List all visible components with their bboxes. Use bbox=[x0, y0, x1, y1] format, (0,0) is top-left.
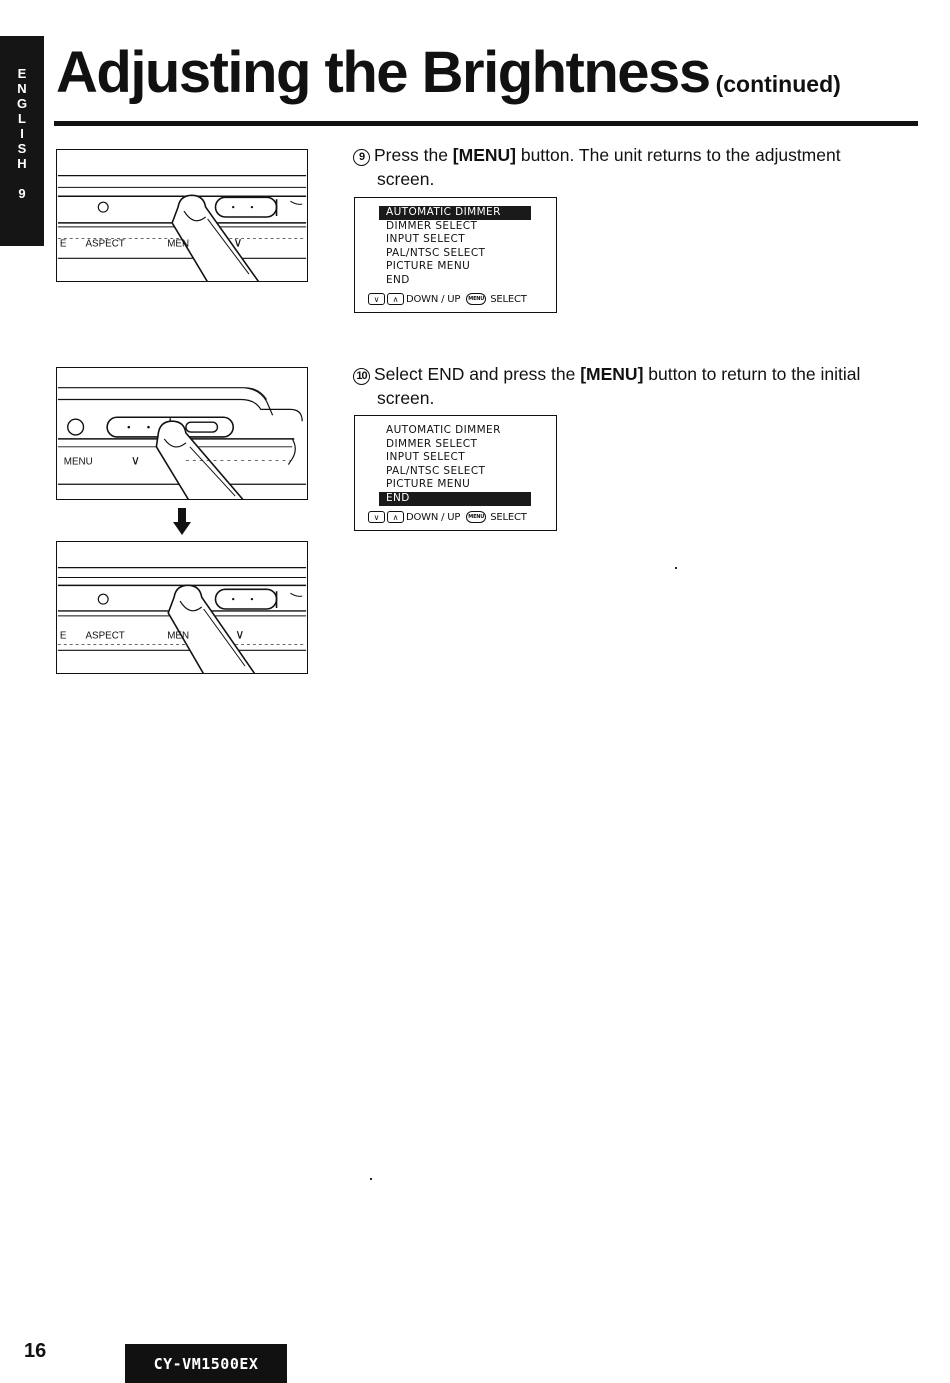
language-letter: N bbox=[17, 81, 27, 96]
menu-key-icon: MENU bbox=[466, 511, 486, 523]
down-up-label: DOWN / UP bbox=[406, 293, 461, 305]
osd-item-input-select: INPUT SELECT bbox=[386, 451, 466, 464]
language-tab-letters bbox=[17, 66, 27, 171]
label-left: E bbox=[59, 630, 67, 642]
osd-item-picture-menu: PICTURE MENU bbox=[386, 260, 471, 273]
step-text-before: Select END and press the bbox=[374, 364, 581, 384]
down-key-icon: ∨ bbox=[368, 511, 385, 523]
osd-item-dimmer-select: DIMMER SELECT bbox=[386, 219, 478, 232]
title-rule bbox=[54, 121, 918, 126]
page-title-text: Adjusting the Brightness bbox=[56, 40, 710, 105]
osd-item-end: END bbox=[386, 273, 410, 286]
language-letter: G bbox=[16, 96, 28, 111]
model-number-badge: CY-VM1500EX bbox=[125, 1344, 287, 1383]
step-number-badge: 10 bbox=[353, 368, 370, 385]
figure-press-menu-2 bbox=[56, 367, 308, 500]
osd-item-end: END bbox=[379, 492, 531, 506]
step-text-before: Press the bbox=[374, 145, 453, 165]
step-text-after: button to return to the initial bbox=[643, 364, 861, 384]
print-speck bbox=[675, 567, 677, 569]
section-number: 9 bbox=[18, 186, 26, 201]
label-chevron: ∨ bbox=[130, 453, 141, 469]
step-number-badge: 9 bbox=[353, 149, 370, 166]
up-key-icon: ∧ bbox=[387, 293, 404, 305]
label-chevron: ∨ bbox=[235, 627, 245, 643]
menu-button-label: [MENU] bbox=[452, 145, 516, 165]
select-label: SELECT bbox=[490, 511, 527, 523]
step-text-after: button. The unit returns to the adjustment bbox=[515, 145, 841, 165]
step-9-text bbox=[353, 143, 921, 191]
down-up-label: DOWN / UP bbox=[406, 511, 461, 523]
osd-item-pal-ntsc-select: PAL/NTSC SELECT bbox=[386, 464, 486, 477]
osd-item-input-select: INPUT SELECT bbox=[386, 233, 466, 246]
figure-press-menu-3 bbox=[56, 541, 308, 674]
label-menu: MEN bbox=[167, 630, 190, 642]
language-letter: I bbox=[20, 126, 24, 141]
osd-item-automatic-dimmer: AUTOMATIC DIMMER bbox=[386, 424, 501, 436]
page-number: 16 bbox=[24, 1340, 47, 1362]
unit-illustration bbox=[57, 150, 307, 281]
menu-button-label: [MENU] bbox=[580, 364, 644, 384]
select-label: SELECT bbox=[490, 293, 527, 305]
osd-menu-screen-2 bbox=[354, 415, 557, 531]
label-menu: MENU bbox=[63, 456, 93, 468]
label-left: E bbox=[59, 238, 67, 250]
unit-illustration bbox=[57, 368, 307, 499]
language-letter: L bbox=[18, 111, 26, 126]
step-text-line2: screen. bbox=[377, 169, 435, 189]
osd-item-picture-menu: PICTURE MENU bbox=[386, 478, 471, 491]
arrow-down-icon bbox=[172, 508, 192, 536]
step-10-text bbox=[353, 362, 921, 410]
language-letter: E bbox=[17, 66, 27, 81]
step-text-line2: screen. bbox=[377, 388, 435, 408]
osd-controls-hint bbox=[368, 511, 527, 523]
language-letter: S bbox=[17, 141, 27, 156]
label-menu: MEN bbox=[167, 238, 190, 250]
figure-press-menu-1 bbox=[56, 149, 308, 282]
osd-menu-list bbox=[379, 206, 531, 288]
up-key-icon: ∧ bbox=[387, 511, 404, 523]
page-title-continued: (continued) bbox=[715, 71, 841, 97]
page-title bbox=[56, 38, 841, 119]
label-chevron: ∨ bbox=[233, 235, 243, 251]
osd-menu-screen-1 bbox=[354, 197, 557, 313]
osd-item-automatic-dimmer: AUTOMATIC DIMMER bbox=[379, 206, 531, 220]
menu-key-icon: MENU bbox=[466, 293, 486, 305]
language-tab bbox=[0, 36, 44, 246]
unit-illustration bbox=[57, 542, 307, 673]
osd-menu-list bbox=[379, 424, 531, 506]
down-key-icon: ∨ bbox=[368, 293, 385, 305]
osd-controls-hint bbox=[368, 293, 527, 305]
label-aspect: ASPECT bbox=[85, 630, 125, 642]
language-letter: H bbox=[17, 156, 27, 171]
label-aspect: ASPECT bbox=[85, 238, 125, 250]
osd-item-pal-ntsc-select: PAL/NTSC SELECT bbox=[386, 246, 486, 259]
print-speck bbox=[370, 1178, 372, 1180]
osd-item-dimmer-select: DIMMER SELECT bbox=[386, 437, 478, 450]
